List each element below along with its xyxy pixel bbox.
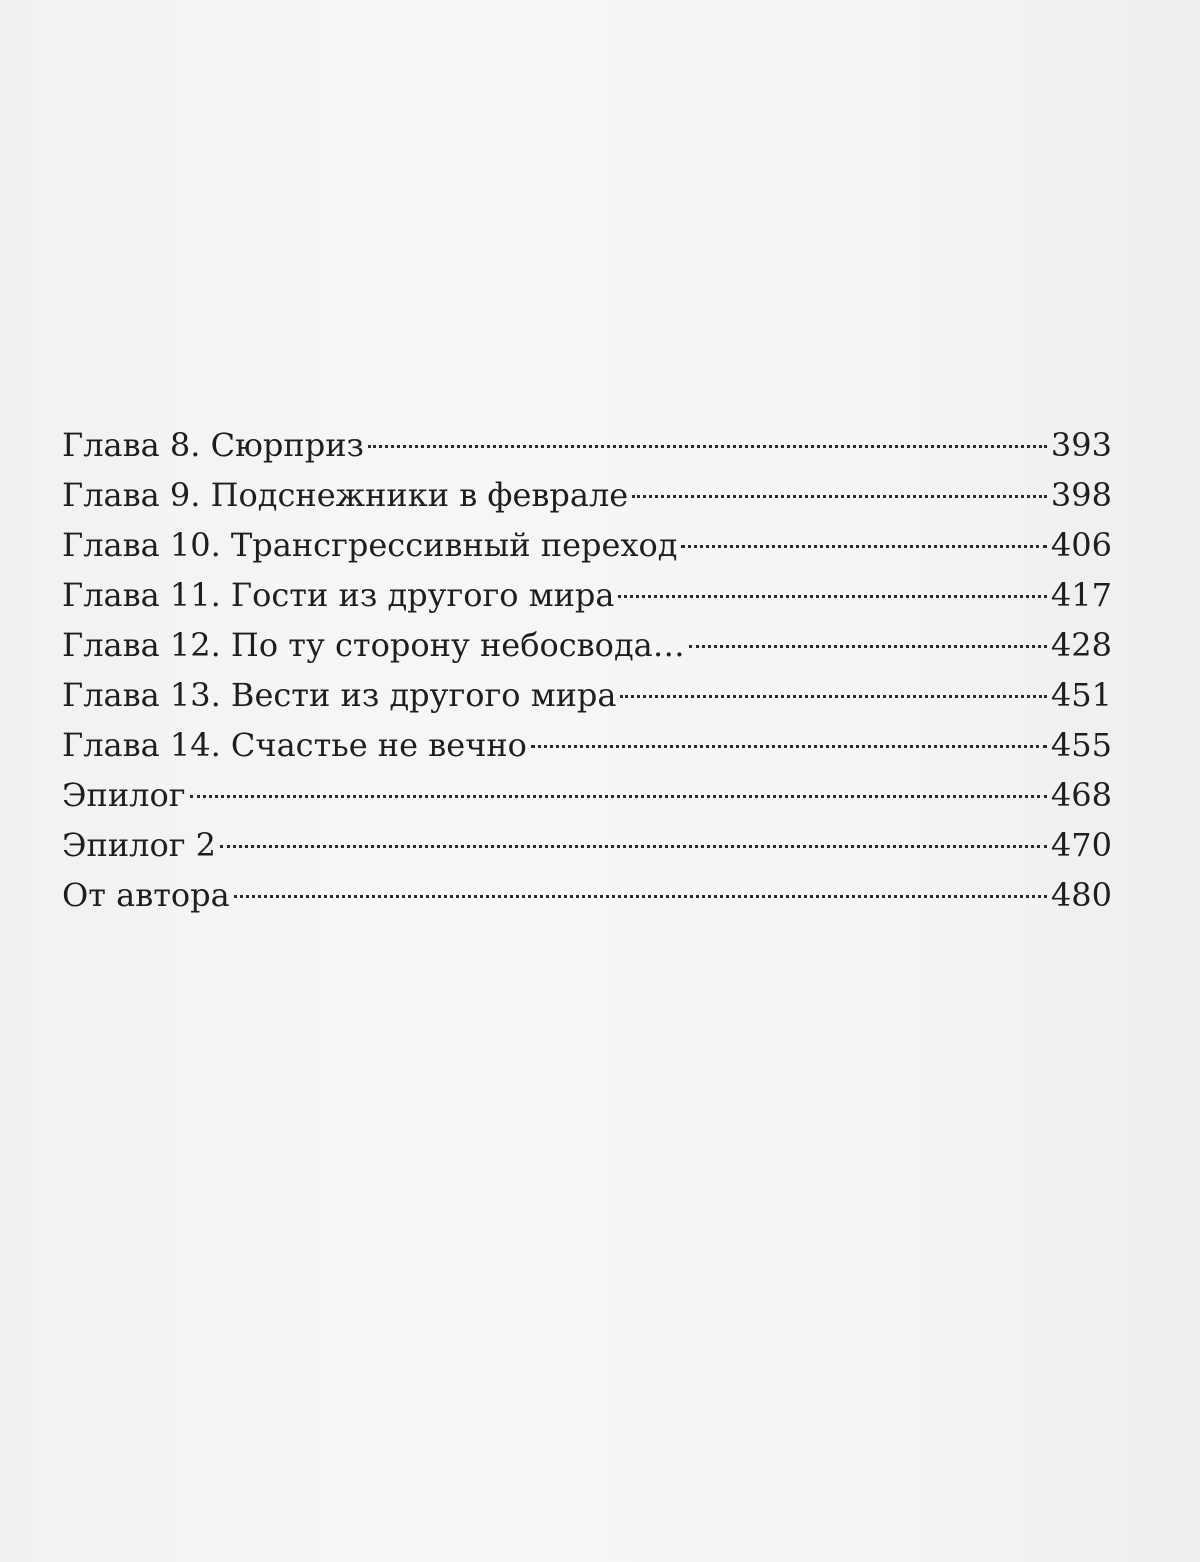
toc-entry-page: 468 [1050,776,1112,814]
toc-entry-title: Глава 10. Трансгрессивный переход [62,526,678,564]
toc-leader-dots [190,795,1047,798]
toc-entry[interactable] [62,720,1112,770]
toc-entry[interactable] [62,470,1112,520]
toc-leader-dots [531,745,1047,748]
toc-entry[interactable] [62,420,1112,470]
toc-leader-dots [681,545,1046,548]
toc-entry-page: 398 [1050,476,1112,514]
toc-entry-title: Глава 8. Сюрприз [62,426,364,464]
toc-entry[interactable] [62,770,1112,820]
toc-leader-dots [620,695,1046,698]
toc-leader-dots [368,445,1047,448]
toc-entry-page: 406 [1050,526,1112,564]
toc-entry-title: Глава 9. Подснежники в феврале [62,476,629,514]
toc-leader-dots [618,595,1046,598]
toc-entry-title: Эпилог 2 [62,826,217,864]
toc-entry-title: Глава 14. Счастье не вечно [62,726,527,764]
toc-entry[interactable] [62,620,1112,670]
toc-entry[interactable] [62,670,1112,720]
toc-entry-page: 393 [1050,426,1112,464]
table-of-contents [62,420,1112,920]
toc-leader-dots [220,845,1047,848]
toc-entry-page: 451 [1050,676,1112,714]
toc-entry[interactable] [62,570,1112,620]
toc-entry-title: Эпилог [62,776,186,814]
toc-entry-title: Глава 12. По ту сторону небосвода… [62,626,685,664]
toc-entry-title: Глава 11. Гости из другого мира [62,576,615,614]
toc-entry[interactable] [62,520,1112,570]
toc-leader-dots [234,895,1047,898]
toc-entry-title: От автора [62,876,230,914]
toc-entry-page: 417 [1050,576,1112,614]
toc-entry[interactable] [62,870,1112,920]
toc-leader-dots [632,495,1047,498]
toc-entry-page: 480 [1050,876,1112,914]
toc-leader-dots [689,645,1047,648]
toc-entry-page: 470 [1050,826,1112,864]
toc-entry[interactable] [62,820,1112,870]
toc-entry-page: 455 [1050,726,1112,764]
toc-entry-page: 428 [1050,626,1112,664]
toc-entry-title: Глава 13. Вести из другого мира [62,676,617,714]
